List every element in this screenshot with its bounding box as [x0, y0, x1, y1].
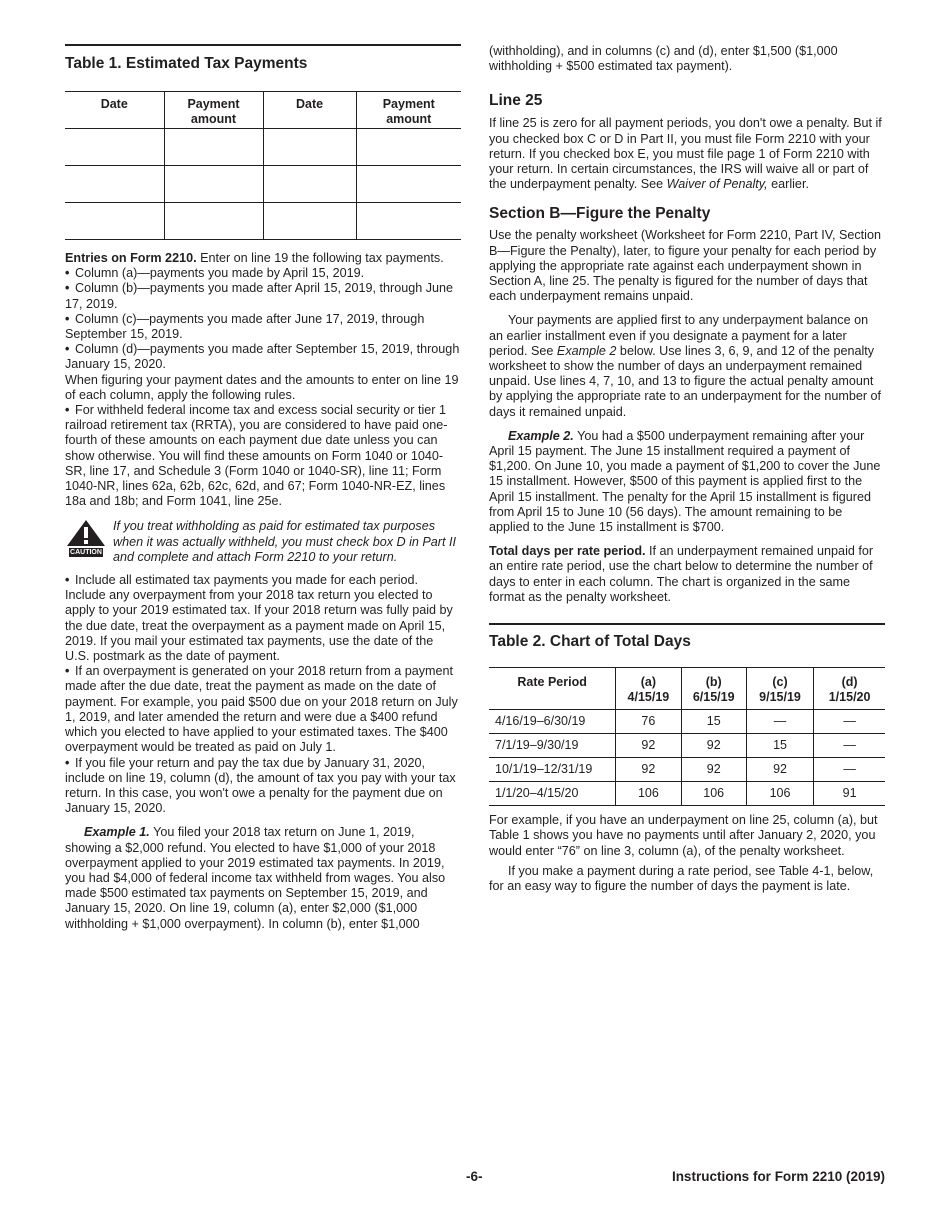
table2-header: (b) 6/15/19	[681, 668, 746, 710]
table2-cell: 92	[616, 734, 681, 758]
entries-column-c: • Column (c)—payments you made after June 17, 2019, through September 15, 2019.	[65, 312, 461, 342]
document-title: Instructions for Form 2210 (2019)	[671, 1169, 885, 1184]
table2-header: (a) 4/15/19	[616, 668, 681, 710]
right-column	[489, 44, 885, 894]
entries-lead: Entries on Form 2210. Enter on line 19 the following tax payments.	[65, 251, 444, 265]
table2-cell: 92	[681, 758, 746, 782]
section-b-heading: Section B—Figure the Penalty	[489, 205, 711, 223]
table1-top-rule	[65, 44, 461, 91]
table2-cell: 91	[814, 782, 885, 806]
table2-title: Table 2. Chart of Total Days	[489, 633, 691, 651]
table2-header: (c) 9/15/19	[746, 668, 813, 710]
table2-cell: —	[814, 710, 885, 734]
table2-cell: 15	[746, 734, 813, 758]
page-number: -6-	[466, 1169, 483, 1184]
caution-icon	[65, 519, 107, 565]
table2-row	[489, 758, 885, 782]
table1-header: Date	[263, 92, 356, 129]
table2-cell: —	[814, 758, 885, 782]
line25-heading: Line 25	[489, 92, 543, 110]
table2-cell: 92	[616, 758, 681, 782]
entries-column-a: • Column (a)—payments you made by April 15, 2019.	[65, 266, 461, 281]
caution-label: CAUTION	[70, 549, 102, 557]
table1-estimated-payments	[65, 91, 461, 240]
caution-text: If you treat withholding as paid for estimated tax purposes when it was actually withheld, you must check box D in Part II and complete and attach Form 2210 to your return.	[113, 519, 456, 564]
example1-paragraph: Example 1. You filed your 2018 tax return on June 1, 2019, showing a $2,000 refund. You elected to have $1,000 of your 2018 overpayment applied to your 2019 estimated tax payments. In 2019, you had $4,000 of federal income tax withheld from wages. You also made $500 estimated tax payments on September 15, 2019, and January 15, 2020. On line 19, column (a), enter $2,000 ($1,000 withholding + $1,000 overpayment). In column (b), enter $1,000	[65, 825, 446, 931]
table2-cell: 106	[616, 782, 681, 806]
table2-cell: 4/16/19–6/30/19	[489, 710, 616, 734]
left-column	[65, 44, 461, 932]
table2-header: (d) 1/15/20	[814, 668, 885, 710]
table2-cell: 106	[681, 782, 746, 806]
entries-column-d: • Column (d)—payments you made after September 15, 2019, through January 15, 2020.	[65, 342, 461, 372]
after-table2-para2: If you make a payment during a rate period, see Table 4-1, below, for an easy way to figure the number of days the payment is late.	[489, 863, 874, 893]
rule-overpayment: • If an overpayment is generated on your 2018 return from a payment made after the due date, treat the payment as made on the date of payment. For example, you paid $500 due on your 2018 return on July 1, 2019, and later amended the return and were due a $400 refund which you elected to have applied to your estimated taxes. The $400 overpayment would be treated as paid on July 1.	[65, 664, 461, 755]
table1-blank-row	[65, 129, 461, 166]
table1-title: Table 1. Estimated Tax Payments	[65, 55, 308, 72]
rule-estimated-payments: • Include all estimated tax payments you made for each period. Include any overpayment from your 2018 tax return you elected to apply to your 2019 estimated tax. If your 2018 return was fully paid by the due date, treat the overpayment as a payment made on April 15, 2019. If you mail your estimated tax payments, use the date of the U.S. postmark as the date of payment.	[65, 573, 461, 664]
table2-cell: 106	[746, 782, 813, 806]
table1-blank-row	[65, 203, 461, 240]
table2-cell: —	[746, 710, 813, 734]
table2-cell: 10/1/19–12/31/19	[489, 758, 616, 782]
table1-header: Payment amount	[164, 92, 263, 129]
rules-intro: When figuring your payment dates and the amounts to enter on line 19 of each column, apply the following rules.	[65, 372, 459, 402]
table2-cell: 7/1/19–9/30/19	[489, 734, 616, 758]
table2-cell: —	[814, 734, 885, 758]
table2-cell: 1/1/20–4/15/20	[489, 782, 616, 806]
table2-chart-of-total-days	[489, 667, 885, 806]
table2-cell: 15	[681, 710, 746, 734]
table2-cell: 92	[681, 734, 746, 758]
after-table2-para1: For example, if you have an underpayment on line 25, column (a), but Table 1 shows you have no payments until after January 2, 2020, you would enter “76” on line 3, column (a), of the penalty worksheet.	[489, 813, 878, 858]
caution-box	[65, 519, 461, 565]
table2-row	[489, 734, 885, 758]
entries-column-b: • Column (b)—payments you made after April 15, 2019, through June 17, 2019.	[65, 281, 461, 311]
section-b-para1: Use the penalty worksheet (Worksheet for Form 2210, Part IV, Section B—Figure the Penalty), later, to figure your penalty for each period by applying the appropriate rate against each underpayment shown in Section A, line 25. The penalty is figured for the number of days that each underpayment remains unpaid.	[489, 228, 881, 304]
table2-row	[489, 782, 885, 806]
line25-paragraph: If line 25 is zero for all payment periods, you don't owe a penalty. But if you checked box C or D in Part II, you must file Form 2210 with your return. If you checked box E, you must file page 1 of Form 2210 with your return. In certain circumstances, the IRS will waive all or part of the underpayment penalty. See Waiver of Penalty, earlier.	[489, 116, 882, 192]
total-days-paragraph: Total days per rate period. If an underpayment remained unpaid for an entire rate period, use the chart below to determine the number of days to enter in each column. The chart is organized in the same format as the penalty worksheet.	[489, 544, 874, 604]
section-b-para2: Your payments are applied first to any underpayment balance on an earlier installment even if you designate a payment for a later period. See Example 2 below. Use lines 3, 6, 9, and 12 of the penalty worksheet to show the number of days an underpayment remained unpaid. Use lines 4, 7, 10, and 13 to figure the actual penalty amount by applying the appropriate rate to an underpayment for the number of days it remained unpaid.	[489, 313, 882, 419]
table1-header: Date	[65, 92, 164, 129]
table1-blank-row	[65, 166, 461, 203]
table2-row	[489, 710, 885, 734]
example1-continued: (withholding), and in columns (c) and (d), enter $1,500 ($1,000 withholding + $500 estimated tax payment).	[489, 44, 838, 74]
example2-paragraph: Example 2. You had a $500 underpayment remaining after your April 15 payment. The June 15 installment required a payment of $1,200. On June 10, you made a payment of $1,200 to cover the June 15 installment. However, $500 of this payment is applied first to the April 15 installment. The penalty for the April 15 installment is figured from April 15 to June 10 (56 days). The amount remaining to be applied to the June 15 installment is $700.	[489, 428, 881, 535]
rule-file-by-jan31: • If you file your return and pay the tax due by January 31, 2020, include on line 19, column (d), the amount of tax you pay with your tax return. In this case, you won't owe a penalty for the payment due on January 15, 2020.	[65, 756, 461, 817]
table2-header: Rate Period	[489, 668, 616, 710]
rule-withheld: • For withheld federal income tax and excess social security or tier 1 railroad retirement tax (RRTA), you are considered to have paid one-fourth of these amounts on each payment due date unless you can show otherwise. You will find these amounts on Form 1040 or 1040-SR, line 17, and Schedule 3 (Form 1040 or 1040-SR), line 11; Form 1040-NR, lines 62a, 62b, 62c, 62d, and 67; Form 1040-NR-EZ, lines 18a and 18b; and Form 1041, line 25e.	[65, 403, 461, 509]
table1-header: Payment amount	[356, 92, 461, 129]
table2-top-rule	[489, 623, 885, 667]
table2-cell: 92	[746, 758, 813, 782]
table2-cell: 76	[616, 710, 681, 734]
